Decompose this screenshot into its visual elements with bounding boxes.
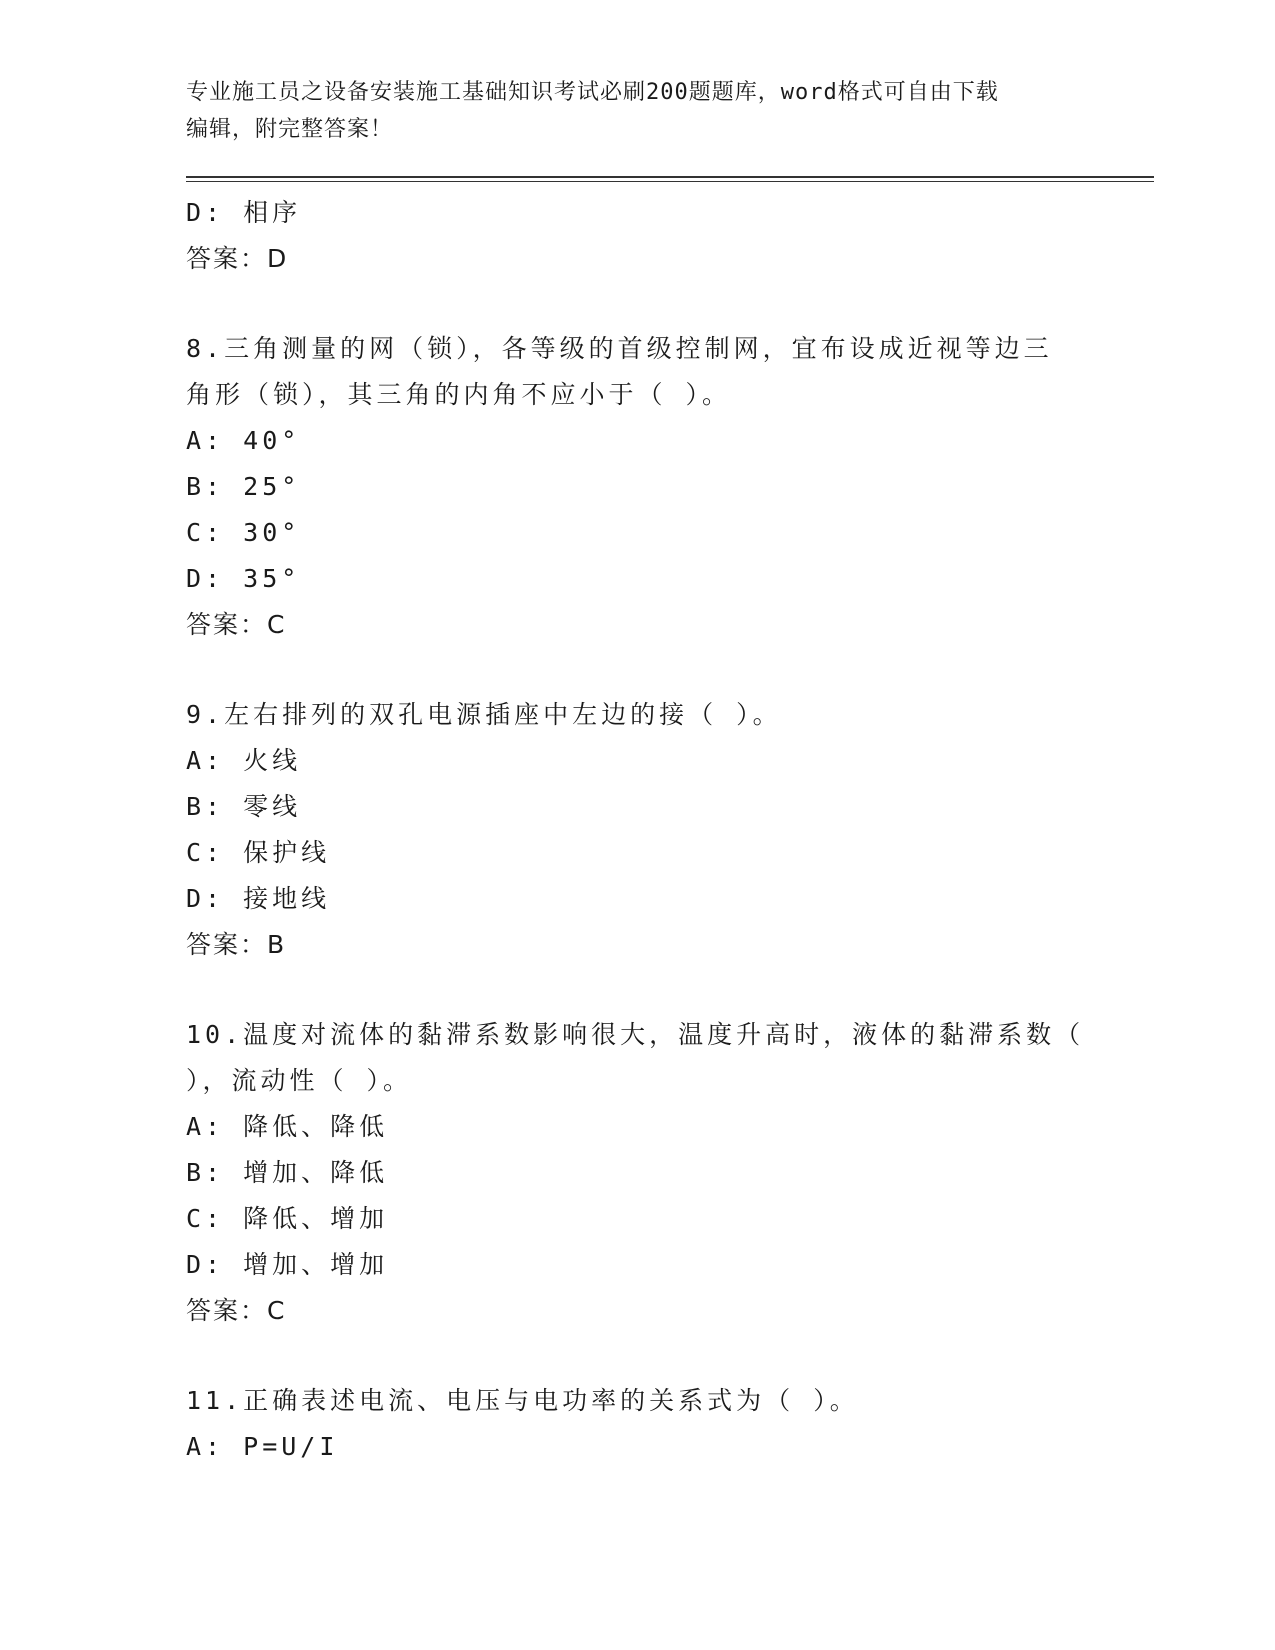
header-divider-thick (186, 176, 1154, 178)
question-stem-line-2: ），流动性（ ）。 (186, 1066, 413, 1095)
option-d: D: 增加、增加 (186, 1250, 389, 1279)
option-d: D: 接地线 (186, 884, 331, 913)
question-9 (186, 692, 1086, 968)
option-a: A: P=U/I (186, 1432, 339, 1461)
option-c: C: 降低、增加 (186, 1204, 389, 1233)
option-a: A: 火线 (186, 746, 302, 775)
header-title-line-2: 编辑，附完整答案！ (186, 117, 394, 142)
question-10 (186, 1012, 1086, 1334)
header-divider-thin (186, 181, 1154, 182)
answer: 答案：D (186, 244, 289, 273)
option-b: B: 零线 (186, 792, 302, 821)
option-c: C: 30° (186, 518, 301, 547)
question-stem-line-1: 8.三角测量的网（锁），各等级的首级控制网，宜布设成近视等边三 (186, 334, 1053, 363)
option-c: C: 保护线 (186, 838, 331, 867)
question-list (186, 190, 1086, 1470)
option-d: D: 35° (186, 564, 301, 593)
question-stem-line-1: 10.温度对流体的黏滞系数影响很大，温度升高时，液体的黏滞系数（ (186, 1020, 1085, 1049)
question-stem-line-1: 9.左右排列的双孔电源插座中左边的接（ ）。 (186, 700, 782, 729)
question-7-tail (186, 190, 1086, 282)
question-11 (186, 1378, 1086, 1470)
option-b: B: 增加、降低 (186, 1158, 389, 1187)
question-stem-line-1: 11.正确表述电流、电压与电功率的关系式为（ ）。 (186, 1386, 859, 1415)
header-title-line-1: 专业施工员之设备安装施工基础知识考试必刷200题题库，word格式可自由下载 (186, 80, 999, 105)
answer: 答案：C (186, 1296, 287, 1325)
answer: 答案：C (186, 610, 287, 639)
question-stem-line-2: 角形（锁），其三角的内角不应小于（ ）。 (186, 380, 732, 409)
page-header (186, 74, 1086, 148)
option-b: B: 25° (186, 472, 301, 501)
option-d: D: 相序 (186, 198, 302, 227)
answer: 答案：B (186, 930, 287, 959)
question-8 (186, 326, 1086, 648)
option-a: A: 降低、降低 (186, 1112, 389, 1141)
option-a: A: 40° (186, 426, 301, 455)
